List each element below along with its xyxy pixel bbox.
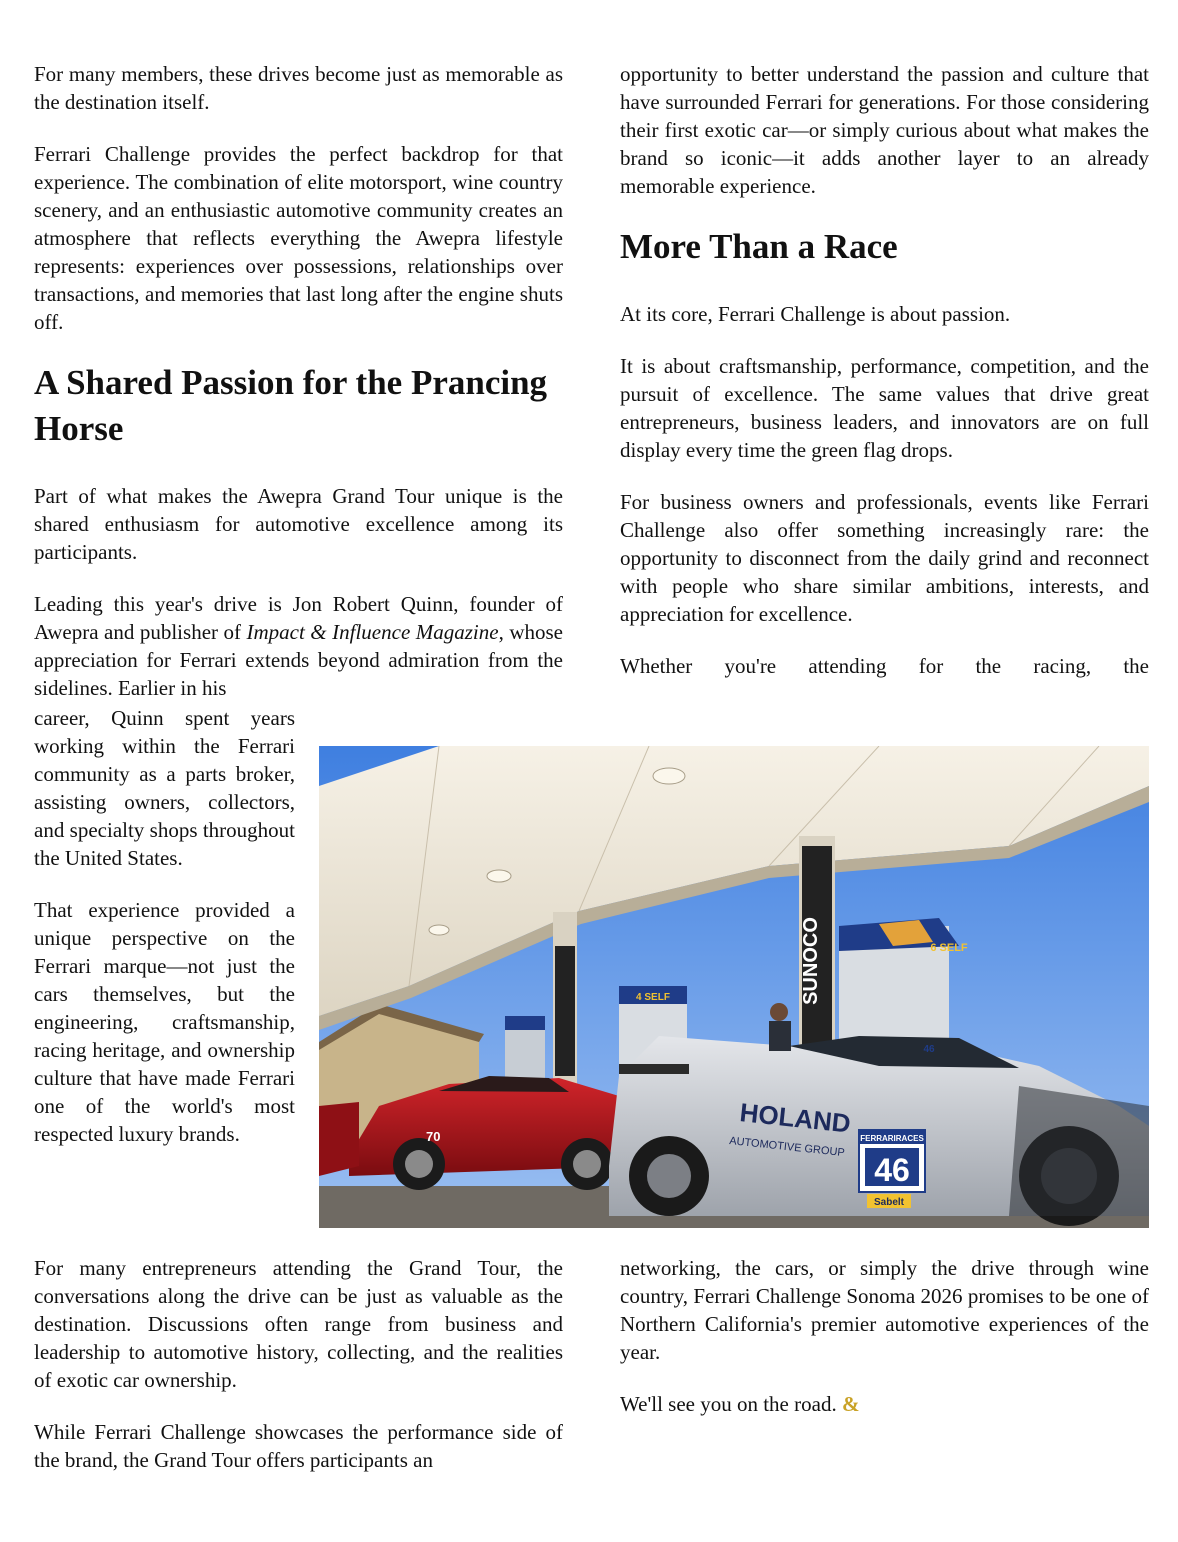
canopy-light <box>653 768 685 784</box>
leading-drive-text-a: Leading this year's drive is Jon Robert Quinn, founder of Awepra and publisher of <box>34 592 563 644</box>
paragraph-unique-perspective: That experience provided a unique perspective on the Ferrari marque—not just the cars themselves, but the engineering, craftsmanship, racing heritage, and ownership culture that have made Ferrari one of the world's most respected luxury brands. <box>34 898 295 1146</box>
heading-shared-passion: A Shared Passion for the Prancing Horse <box>34 363 548 448</box>
car-sponsor-sub: AUTOMOTIVE GROUP <box>728 1135 846 1160</box>
photo-ferrari-cars-at-sunoco-station <box>319 746 1149 1228</box>
end-mark-ampersand: & <box>841 1392 860 1416</box>
number-panel-series: FERRARIRACES <box>860 1134 924 1143</box>
heading-more-than-race: More Than a Race <box>620 227 898 266</box>
leading-drive-text-b: , whose appreciation for Ferrari extends beyond admiration from the sidelines. Earlier in his <box>34 620 563 700</box>
canopy-light <box>487 870 511 882</box>
pump-right-label: 6 SELF <box>930 942 968 954</box>
paragraph-leading-drive <box>34 590 563 702</box>
paragraph-whether-attending: Whether you're attending for the racing, the <box>620 654 1149 678</box>
magazine-title: Impact & Influence Magazine <box>246 620 499 644</box>
paragraph-see-you <box>620 1390 1149 1418</box>
paragraph-business-owners: For business owners and professionals, events like Ferrari Challenge also offer something increasingly rare: the opportunity to disconnect from the daily grind and reconnect with people who share similar ambitions, interests, and appreciation for excellence. <box>620 490 1149 626</box>
lower-left-column <box>34 1254 563 1498</box>
right-column <box>620 60 1149 680</box>
sunoco-label: SUNOCO <box>800 917 822 1005</box>
paragraph-members-drives: For many members, these drives become just as memorable as the destination itself. <box>34 62 563 114</box>
pump-left-label: 4 SELF <box>636 992 670 1003</box>
paragraph-entrepreneurs-conversations: For many entrepreneurs attending the Grand Tour, the conversations along the drive can be just as valuable as the destination. Discussions often range from business and leadership to automotive history, collecting, and the realities of exotic car ownership. <box>34 1256 563 1392</box>
narrow-column-beside-photo <box>34 704 295 1172</box>
paragraph-performance-side: While Ferrari Challenge showcases the performance side of the brand, the Grand Tour offers participants an <box>34 1420 563 1472</box>
lower-right-column <box>620 1254 1149 1442</box>
paragraph-networking-cars: networking, the cars, or simply the drive through wine country, Ferrari Challenge Sonoma 2026 promises to be one of Northern California's premier automotive experiences of the year. <box>620 1256 1149 1364</box>
red-car-number: 70 <box>426 1129 441 1144</box>
rear-wing <box>619 1064 689 1074</box>
sunoco-pillar-left <box>555 946 575 1076</box>
person-body <box>769 1021 791 1051</box>
car-sponsor-holand: HOLAND <box>738 1097 853 1139</box>
person-head <box>770 1003 788 1021</box>
paragraph-backdrop: Ferrari Challenge provides the perfect backdrop for that experience. The combination of elite motorsport, wine country scenery, and an enthusiastic automotive community creates an atmosphere that reflects everything the Awepra lifestyle represents: experiences over possessions, relationships over transactions, and memories that last long after the engine shuts off. <box>34 142 563 334</box>
paragraph-opportunity-culture: opportunity to better understand the passion and culture that have surrounded Ferrari for generations. For those considering their first exotic car—or simply curious about what makes the brand so iconic—it adds another layer to an already memorable experience. <box>620 62 1149 198</box>
car-number-roof: 46 <box>923 1044 935 1055</box>
paragraph-core-passion: At its core, Ferrari Challenge is about passion. <box>620 302 1011 326</box>
canopy-light <box>429 925 449 935</box>
sabelt-label: Sabelt <box>873 1197 905 1208</box>
paragraph-craftsmanship: It is about craftsmanship, performance, competition, and the pursuit of excellence. The same values that drive great entrepreneurs, business leaders, and innovators are on full display every time the green flag drops. <box>620 354 1149 462</box>
closing-line: We'll see you on the road. <box>620 1392 837 1416</box>
paragraph-grand-tour-unique: Part of what makes the Awepra Grand Tour unique is the shared enthusiasm for automotive excellence among its participants. <box>34 484 563 564</box>
left-column <box>34 60 563 702</box>
car-number: 46 <box>874 1152 910 1188</box>
paragraph-quinn-career: career, Quinn spent years working within the Ferrari community as a parts broker, assisting owners, collectors, and specialty shops throughout the United States. <box>34 706 295 870</box>
